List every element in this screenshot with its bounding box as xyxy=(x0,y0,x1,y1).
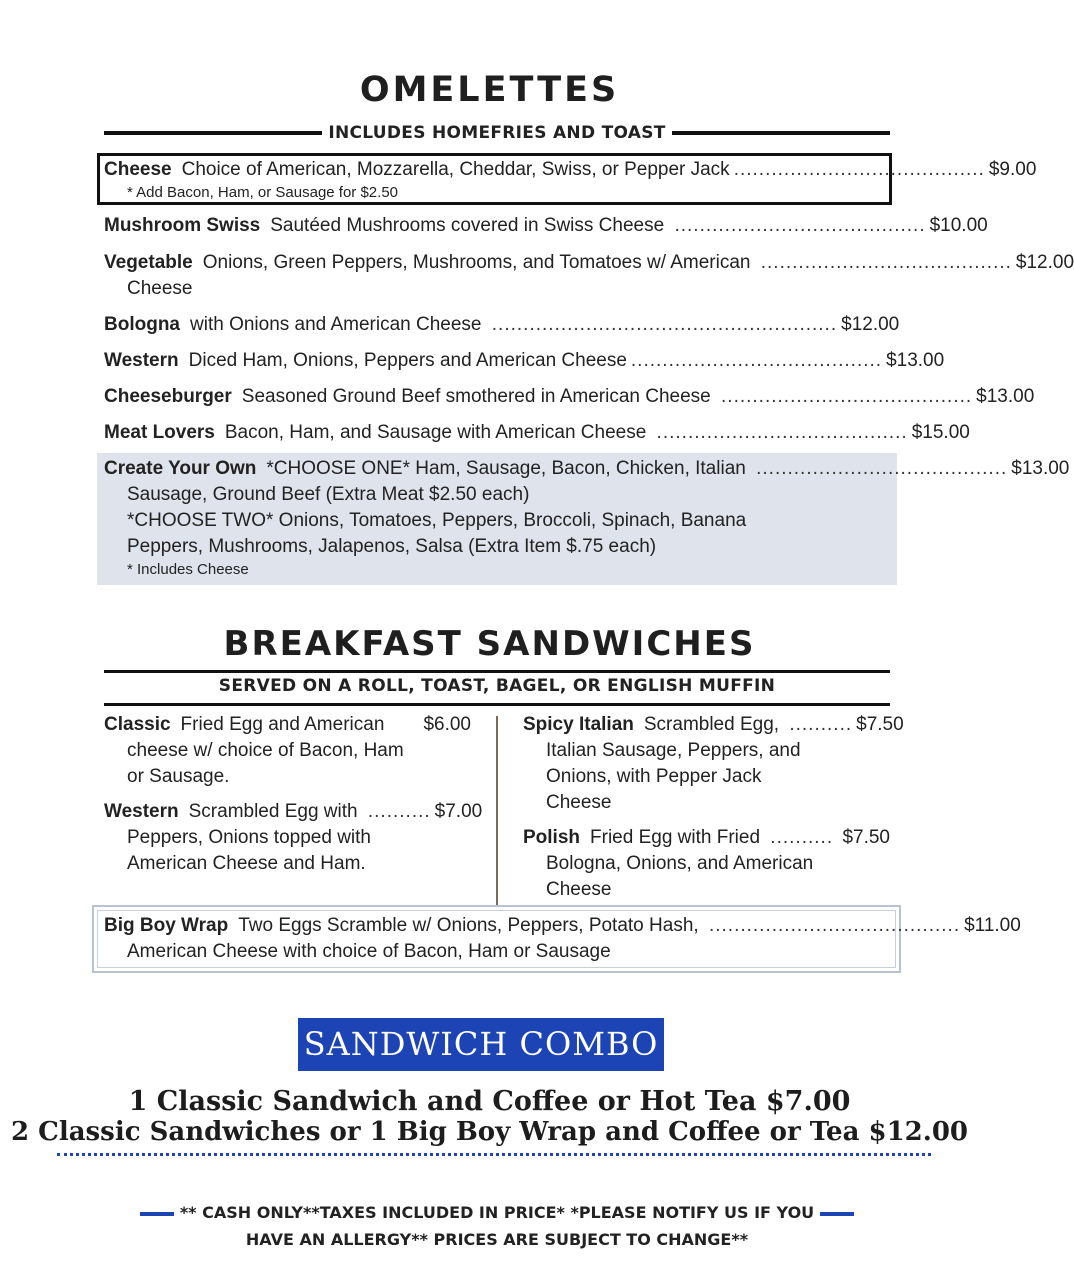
item-desc-cont: cheese w/ choice of Bacon, Ham xyxy=(127,740,404,761)
item-desc-cont: American Cheese and Ham. xyxy=(127,853,366,874)
item-desc-cont: *CHOOSE TWO* Onions, Tomatoes, Peppers, Broccoli, Spinach, Banana xyxy=(127,510,747,531)
divider xyxy=(104,131,322,135)
item-price: $10.00 xyxy=(929,215,988,236)
item-name: Polish xyxy=(523,827,581,848)
combo-offer-2: 2 Classic Sandwiches or 1 Big Boy Wrap and Coffee or Tea $12.00 xyxy=(10,1117,969,1147)
item-desc-cont: Cheese xyxy=(127,278,193,299)
menu-item-create-your-own: Create Your Own *CHOOSE ONE* Ham, Sausage, Bacon, Chicken, Italian ........................................ $13.00 Sausage, Ground Beef (Extra Meat $2.50 each) *CHOOSE TWO* Onions, Tomatoes, Peppers, Broccoli, Spinach, Banana Peppers, Mushrooms, Jalapenos, Salsa (Extra Item $.75 each) * Includes Cheese xyxy=(104,458,1070,578)
divider xyxy=(104,670,890,673)
item-desc-cont: Cheese xyxy=(546,879,612,900)
footer-text: ** CASH ONLY**TAXES INCLUDED IN PRICE* *PLEASE NOTIFY US IF YOU xyxy=(179,1203,815,1222)
item-price: $13.00 xyxy=(976,386,1035,407)
item-name: Bologna xyxy=(104,314,180,335)
sandwich-item-classic xyxy=(104,712,471,790)
accent-bar xyxy=(140,1212,174,1216)
item-desc: Scrambled Egg, xyxy=(643,714,780,735)
menu-item-western: Western Diced Ham, Onions, Peppers and American Cheese ........................................ $13.00 xyxy=(104,348,890,374)
accent-bar xyxy=(820,1212,854,1216)
item-desc: Onions, Green Peppers, Mushrooms, and Tomatoes w/ American xyxy=(202,252,751,273)
divider xyxy=(104,703,890,706)
menu-item-bologna: Bologna with Onions and American Cheese ....................................................... $12.00 xyxy=(104,312,890,338)
menu-item-vegetable: Vegetable Onions, Green Peppers, Mushrooms, and Tomatoes w/ American ........................................ $12.00 Cheese xyxy=(104,250,890,302)
item-price: $13.00 xyxy=(1011,458,1070,479)
footer-notice-line-1 xyxy=(104,1203,890,1222)
item-price: $12.00 xyxy=(841,314,900,335)
item-price: $13.00 xyxy=(886,350,945,371)
menu-item-meat-lovers: Meat Lovers Bacon, Ham, and Sausage with American Cheese ........................................ $15.00 xyxy=(104,420,890,446)
item-name: Vegetable xyxy=(104,252,193,273)
item-desc: Fried Egg and American xyxy=(180,714,385,735)
item-desc-cont: Peppers, Mushrooms, Jalapenos, Salsa (Extra Item $.75 each) xyxy=(127,536,657,557)
menu-item-cheese: Cheese Choice of American, Mozzarella, Cheddar, Swiss, or Pepper Jack ........................................ $9.00 * Add Bacon, Ham, or Sausage for $2.50 xyxy=(104,159,1037,201)
omelettes-subtitle-row xyxy=(104,123,890,143)
item-desc: Sautéed Mushrooms covered in Swiss Cheese xyxy=(270,215,665,236)
item-desc-cont: Peppers, Onions topped with xyxy=(127,827,371,848)
footer-notice-line-2: HAVE AN ALLERGY** PRICES ARE SUBJECT TO CHANGE** xyxy=(245,1230,749,1249)
item-desc: *CHOOSE ONE* Ham, Sausage, Bacon, Chicken, Italian xyxy=(266,458,746,479)
divider xyxy=(672,131,890,135)
item-desc: Diced Ham, Onions, Peppers and American Cheese xyxy=(188,350,627,371)
sandwiches-subtitle: SERVED ON A ROLL, TOAST, BAGEL, OR ENGLISH MUFFIN xyxy=(218,676,776,696)
item-desc-cont: Sausage, Ground Beef (Extra Meat $2.50 each) xyxy=(127,484,530,505)
item-name: Classic xyxy=(104,714,171,735)
combo-offer-1: 1 Classic Sandwich and Coffee or Hot Tea $7.00 xyxy=(128,1086,851,1117)
column-divider xyxy=(496,716,498,906)
item-name: Cheese xyxy=(104,159,172,180)
item-price: $9.00 xyxy=(988,159,1037,180)
item-note: * Add Bacon, Ham, or Sausage for $2.50 xyxy=(127,184,399,201)
item-name: Mushroom Swiss xyxy=(104,215,261,236)
menu-item-cheeseburger: Cheeseburger Seasoned Ground Beef smothered in American Cheese ........................................ $13.00 xyxy=(104,384,890,410)
item-desc-cont: or Sausage. xyxy=(127,766,230,787)
item-desc-cont: Cheese xyxy=(546,792,612,813)
item-desc: Scrambled Egg with xyxy=(188,801,358,822)
sandwich-item-western: Western Scrambled Egg with .......... $7.00 Peppers, Onions topped with American Cheese and Ham. xyxy=(104,799,471,877)
breakfast-sandwiches-title: BREAKFAST SANDWICHES xyxy=(223,624,756,664)
item-name: Cheeseburger xyxy=(104,386,232,407)
item-desc: Bacon, Ham, and Sausage with American Cheese xyxy=(224,422,647,443)
item-note: * Includes Cheese xyxy=(127,561,249,578)
omelettes-subtitle: INCLUDES HOMEFRIES AND TOAST xyxy=(328,123,666,143)
omelettes-title: OMELETTES xyxy=(359,70,620,110)
menu-item-mushroom-swiss: Mushroom Swiss Sautéed Mushrooms covered in Swiss Cheese ........................................ $10.00 xyxy=(104,213,890,239)
item-price: $6.00 xyxy=(423,714,471,735)
item-name: Western xyxy=(104,350,179,371)
item-name: Big Boy Wrap xyxy=(104,915,229,936)
item-desc: Fried Egg with Fried xyxy=(590,827,761,848)
item-price: $15.00 xyxy=(911,422,970,443)
item-desc: with Onions and American Cheese xyxy=(190,314,482,335)
item-name: Meat Lovers xyxy=(104,422,215,443)
item-name: Spicy Italian xyxy=(523,714,634,735)
sandwich-item-big-boy-wrap: Big Boy Wrap Two Eggs Scramble w/ Onions, Peppers, Potato Hash, ........................................ $11.00 American Cheese with choice of Bacon, Ham or Sausage xyxy=(104,913,890,965)
sandwich-item-spicy-italian: Spicy Italian Scrambled Egg, .......... $7.50 Italian Sausage, Peppers, and Onions, with Pepper Jack Cheese xyxy=(523,712,890,816)
sandwich-item-polish: Polish Fried Egg with Fried .......... $7.50 Bologna, Onions, and American Cheese xyxy=(523,825,890,903)
item-desc-cont: Onions, with Pepper Jack xyxy=(546,766,762,787)
item-desc: Choice of American, Mozzarella, Cheddar, Swiss, or Pepper Jack xyxy=(181,159,730,180)
sandwiches-subtitle-row xyxy=(104,676,890,696)
item-price: $7.50 xyxy=(856,714,904,735)
item-price: $7.50 xyxy=(842,827,890,848)
item-name: Create Your Own xyxy=(104,458,257,479)
item-name: Western xyxy=(104,801,179,822)
dotted-divider xyxy=(57,1153,931,1156)
item-price: $12.00 xyxy=(1015,252,1074,273)
sandwich-combo-banner: SANDWICH COMBO xyxy=(298,1018,664,1071)
item-desc: Seasoned Ground Beef smothered in American Cheese xyxy=(241,386,711,407)
item-desc-cont: Bologna, Onions, and American xyxy=(546,853,814,874)
item-desc-cont: Italian Sausage, Peppers, and xyxy=(546,740,801,761)
item-desc-cont: American Cheese with choice of Bacon, Ham or Sausage xyxy=(127,941,611,962)
item-price: $11.00 xyxy=(964,915,1021,936)
item-price: $7.00 xyxy=(434,801,483,822)
item-desc: Two Eggs Scramble w/ Onions, Peppers, Potato Hash, xyxy=(238,915,699,936)
